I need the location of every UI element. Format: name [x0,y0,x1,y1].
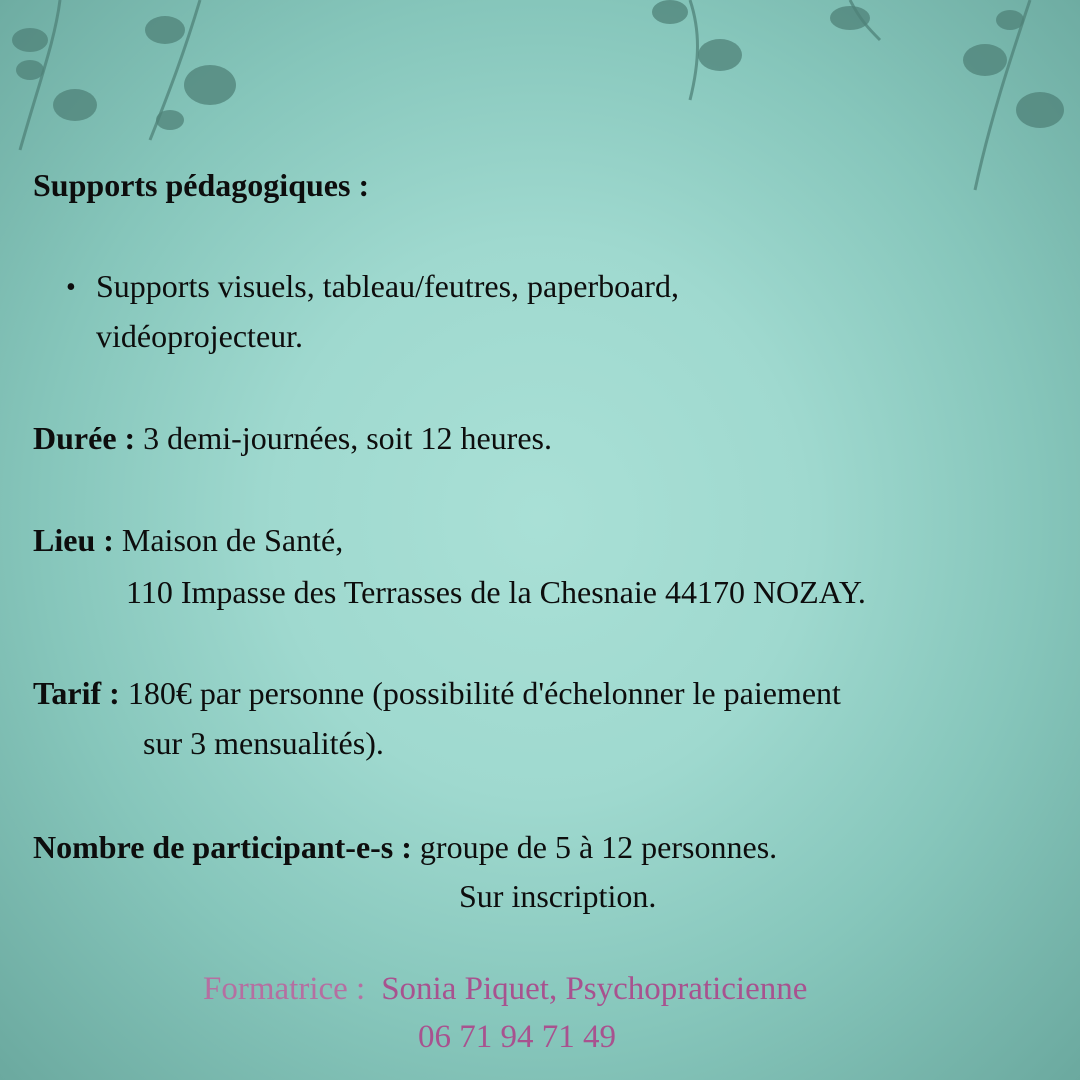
formatrice-row [203,968,807,1009]
supports-item-line1: Supports visuels, tableau/feutres, paperboard, [96,268,679,304]
duree-value: 3 demi-journées, soit 12 heures. [143,420,552,456]
lieu-row [33,520,343,560]
supports-item-line2: vidéoprojecteur. [96,318,304,354]
participants-label: Nombre de participant-e-s : [33,829,412,865]
participants-line2: Sur inscription. [459,878,657,914]
bullet-icon: • [66,272,76,303]
formatrice-phone: 06 71 94 71 49 [418,1019,616,1055]
formatrice-name: Sonia Piquet, Psychopraticienne [381,971,808,1007]
duree-label: Durée : [33,420,136,456]
formatrice-label: Formatrice : [203,971,366,1007]
tarif-line1: 180€ par personne (possibilité d'échelonner le paiement [127,675,841,711]
participants-line1: groupe de 5 à 12 personnes. [419,829,778,865]
lieu-label: Lieu : [33,522,114,558]
tarif-label: Tarif : [33,675,120,711]
tarif-line2: sur 3 mensualités). [143,725,384,761]
tarif-row [33,673,841,713]
lieu-line1: Maison de Santé, [121,522,344,558]
participants-row [33,827,777,867]
lieu-line2: 110 Impasse des Terrasses de la Chesnaie 44170 NOZAY. [126,574,866,610]
duree-row [33,418,552,458]
supports-heading: Supports pédagogiques : [33,167,370,203]
